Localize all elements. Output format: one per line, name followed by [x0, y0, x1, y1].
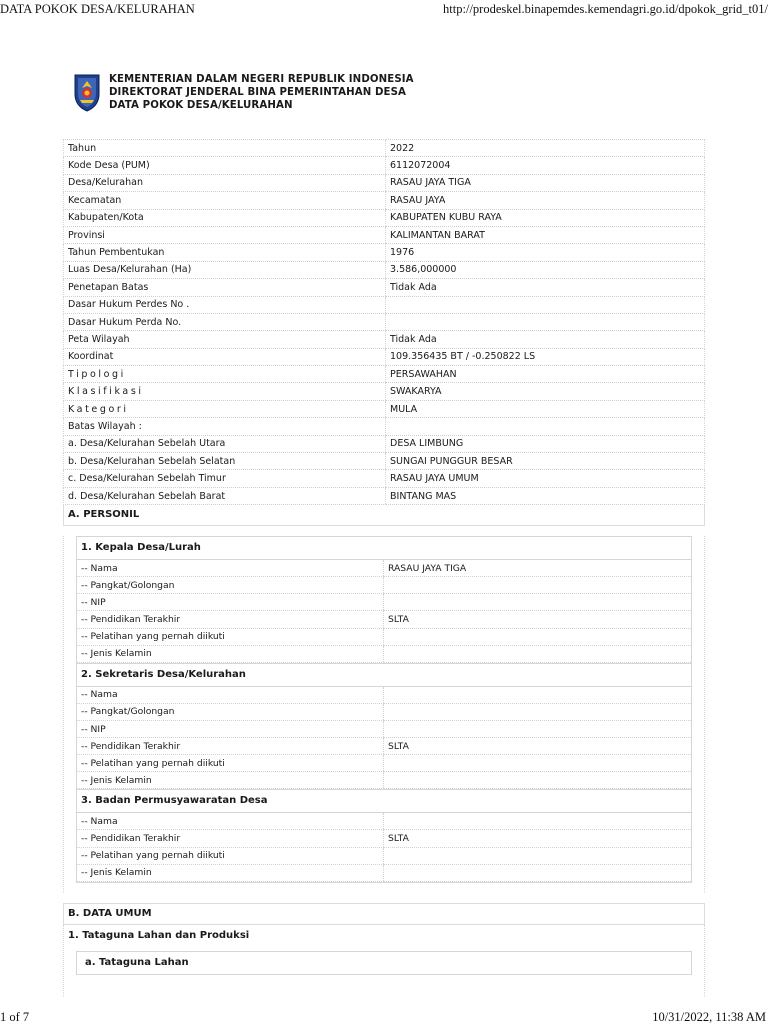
- personil-label: -- Jenis Kelamin: [77, 645, 384, 662]
- info-row: [64, 418, 705, 435]
- personil-value: [384, 645, 692, 662]
- personil-value: [384, 687, 692, 704]
- info-row: [64, 140, 705, 157]
- personil-value: SLTA: [384, 611, 692, 628]
- personil-value: SLTA: [384, 830, 692, 847]
- info-label: Provinsi: [64, 226, 386, 243]
- info-value: MULA: [386, 400, 705, 417]
- info-label: Kecamatan: [64, 192, 386, 209]
- info-value: 2022: [386, 140, 705, 157]
- personil-row: [77, 813, 691, 830]
- print-title: DATA POKOK DESA/KELURAHAN: [0, 2, 195, 16]
- info-value: 3.586,000000: [386, 261, 705, 278]
- personil-label: -- Pelatihan yang pernah diikuti: [77, 755, 384, 772]
- personil-value: RASAU JAYA TIGA: [384, 560, 692, 577]
- info-row: [64, 313, 705, 330]
- info-label: Peta Wilayah: [64, 331, 386, 348]
- info-row: [64, 435, 705, 452]
- info-row: [64, 383, 705, 400]
- personil-value: [384, 847, 692, 864]
- personil-value: [384, 813, 692, 830]
- info-value: SWAKARYA: [386, 383, 705, 400]
- personil-value: SLTA: [384, 738, 692, 755]
- personil-row: [77, 830, 691, 847]
- print-footer: [0, 1008, 768, 1026]
- info-value: [386, 296, 705, 313]
- personil-row: [77, 847, 691, 864]
- info-label: Kategori: [64, 400, 386, 417]
- personil-label: -- NIP: [77, 594, 384, 611]
- info-row: [64, 348, 705, 365]
- personil-label: -- Jenis Kelamin: [77, 772, 384, 789]
- info-value: 1976: [386, 244, 705, 261]
- info-value: [386, 313, 705, 330]
- info-row: [64, 331, 705, 348]
- personil-label: -- Pendidikan Terakhir: [77, 738, 384, 755]
- info-value: KABUPATEN KUBU RAYA: [386, 209, 705, 226]
- garuda-emblem-icon: [73, 72, 101, 112]
- document-title: DATA POKOK DESA/KELURAHAN: [109, 100, 293, 111]
- info-label: Penetapan Batas: [64, 279, 386, 296]
- info-value: [386, 418, 705, 435]
- personil-label: -- Nama: [77, 560, 384, 577]
- personil-group-table: [77, 813, 691, 881]
- personil-groups-box: [76, 536, 692, 883]
- document-page: [63, 72, 705, 997]
- personil-row: [77, 864, 691, 881]
- personil-row: [77, 560, 691, 577]
- personil-group-title: 3. Badan Permusyawaratan Desa: [77, 789, 691, 813]
- info-value: Tidak Ada: [386, 279, 705, 296]
- info-row: [64, 157, 705, 174]
- data-umum-section: [63, 925, 705, 997]
- personil-label: -- NIP: [77, 720, 384, 737]
- section-data-umum-title: B. DATA UMUM: [63, 903, 705, 925]
- info-value: RASAU JAYA: [386, 192, 705, 209]
- personil-label: -- Jenis Kelamin: [77, 864, 384, 881]
- section-personil-title: A. PERSONIL: [63, 505, 705, 526]
- personil-value: [384, 628, 692, 645]
- ministry-name: KEMENTERIAN DALAM NEGERI REPUBLIK INDONESIA: [109, 74, 414, 85]
- print-url[interactable]: http://prodeskel.binapemdes.kemendagri.go.id/dpokok_grid_t01/: [443, 2, 768, 16]
- personil-group-table: [77, 687, 691, 790]
- info-row: [64, 400, 705, 417]
- personil-row: [77, 755, 691, 772]
- info-label: Tipologi: [64, 366, 386, 383]
- info-label: b. Desa/Kelurahan Sebelah Selatan: [64, 453, 386, 470]
- info-value: Tidak Ada: [386, 331, 705, 348]
- personil-group-title: 2. Sekretaris Desa/Kelurahan: [77, 663, 691, 687]
- tataguna-lahan-heading: a. Tataguna Lahan: [76, 951, 692, 975]
- personil-label: -- Pangkat/Golongan: [77, 577, 384, 594]
- info-value: RASAU JAYA TIGA: [386, 174, 705, 191]
- info-label: Dasar Hukum Perda No.: [64, 313, 386, 330]
- info-label: c. Desa/Kelurahan Sebelah Timur: [64, 470, 386, 487]
- personil-value: [384, 772, 692, 789]
- info-row: [64, 261, 705, 278]
- info-row: [64, 174, 705, 191]
- info-label: Batas Wilayah :: [64, 418, 386, 435]
- personil-row: [77, 772, 691, 789]
- personil-row: [77, 645, 691, 662]
- personil-label: -- Nama: [77, 813, 384, 830]
- personil-row: [77, 687, 691, 704]
- personil-row: [77, 594, 691, 611]
- personil-value: [384, 864, 692, 881]
- info-label: Kabupaten/Kota: [64, 209, 386, 226]
- info-label: Koordinat: [64, 348, 386, 365]
- info-value: 109.356435 BT / -0.250822 LS: [386, 348, 705, 365]
- info-label: d. Desa/Kelurahan Sebelah Barat: [64, 487, 386, 504]
- info-row: [64, 366, 705, 383]
- info-label: Luas Desa/Kelurahan (Ha): [64, 261, 386, 278]
- personil-group-title: 1. Kepala Desa/Lurah: [77, 537, 691, 560]
- info-row: [64, 487, 705, 504]
- personil-value: [384, 703, 692, 720]
- personil-label: -- Nama: [77, 687, 384, 704]
- personil-group-table: [77, 560, 691, 663]
- personil-value: [384, 594, 692, 611]
- personil-row: [77, 577, 691, 594]
- info-label: Tahun Pembentukan: [64, 244, 386, 261]
- info-row: [64, 296, 705, 313]
- info-label: Kode Desa (PUM): [64, 157, 386, 174]
- info-value: RASAU JAYA UMUM: [386, 470, 705, 487]
- personil-row: [77, 611, 691, 628]
- info-row: [64, 192, 705, 209]
- personil-label: -- Pendidikan Terakhir: [77, 611, 384, 628]
- print-datetime: 10/31/2022, 11:38 AM: [652, 1010, 766, 1024]
- personil-section: [63, 536, 705, 893]
- tataguna-lahan-produksi-heading: 1. Tataguna Lahan dan Produksi: [68, 929, 250, 941]
- info-value: 6112072004: [386, 157, 705, 174]
- masthead: [73, 72, 705, 120]
- village-info-table: [63, 139, 705, 505]
- print-header: [0, 0, 768, 18]
- info-row: [64, 279, 705, 296]
- directorate-name: DIREKTORAT JENDERAL BINA PEMERINTAHAN DESA: [109, 87, 407, 98]
- personil-value: [384, 720, 692, 737]
- info-label: Dasar Hukum Perdes No .: [64, 296, 386, 313]
- info-value: BINTANG MAS: [386, 487, 705, 504]
- info-value: KALIMANTAN BARAT: [386, 226, 705, 243]
- info-value: SUNGAI PUNGGUR BESAR: [386, 453, 705, 470]
- masthead-titles: [109, 72, 414, 112]
- info-row: [64, 244, 705, 261]
- info-row: [64, 453, 705, 470]
- personil-label: -- Pendidikan Terakhir: [77, 830, 384, 847]
- info-label: Klasifikasi: [64, 383, 386, 400]
- info-value: DESA LIMBUNG: [386, 435, 705, 452]
- personil-label: -- Pelatihan yang pernah diikuti: [77, 628, 384, 645]
- page-counter: 1 of 7: [0, 1010, 30, 1024]
- personil-label: -- Pangkat/Golongan: [77, 703, 384, 720]
- personil-row: [77, 703, 691, 720]
- personil-label: -- Pelatihan yang pernah diikuti: [77, 847, 384, 864]
- info-value: PERSAWAHAN: [386, 366, 705, 383]
- info-row: [64, 226, 705, 243]
- personil-row: [77, 628, 691, 645]
- info-row: [64, 470, 705, 487]
- info-label: Tahun: [64, 140, 386, 157]
- personil-row: [77, 720, 691, 737]
- info-label: Desa/Kelurahan: [64, 174, 386, 191]
- personil-value: [384, 577, 692, 594]
- personil-row: [77, 738, 691, 755]
- info-row: [64, 209, 705, 226]
- personil-value: [384, 755, 692, 772]
- info-label: a. Desa/Kelurahan Sebelah Utara: [64, 435, 386, 452]
